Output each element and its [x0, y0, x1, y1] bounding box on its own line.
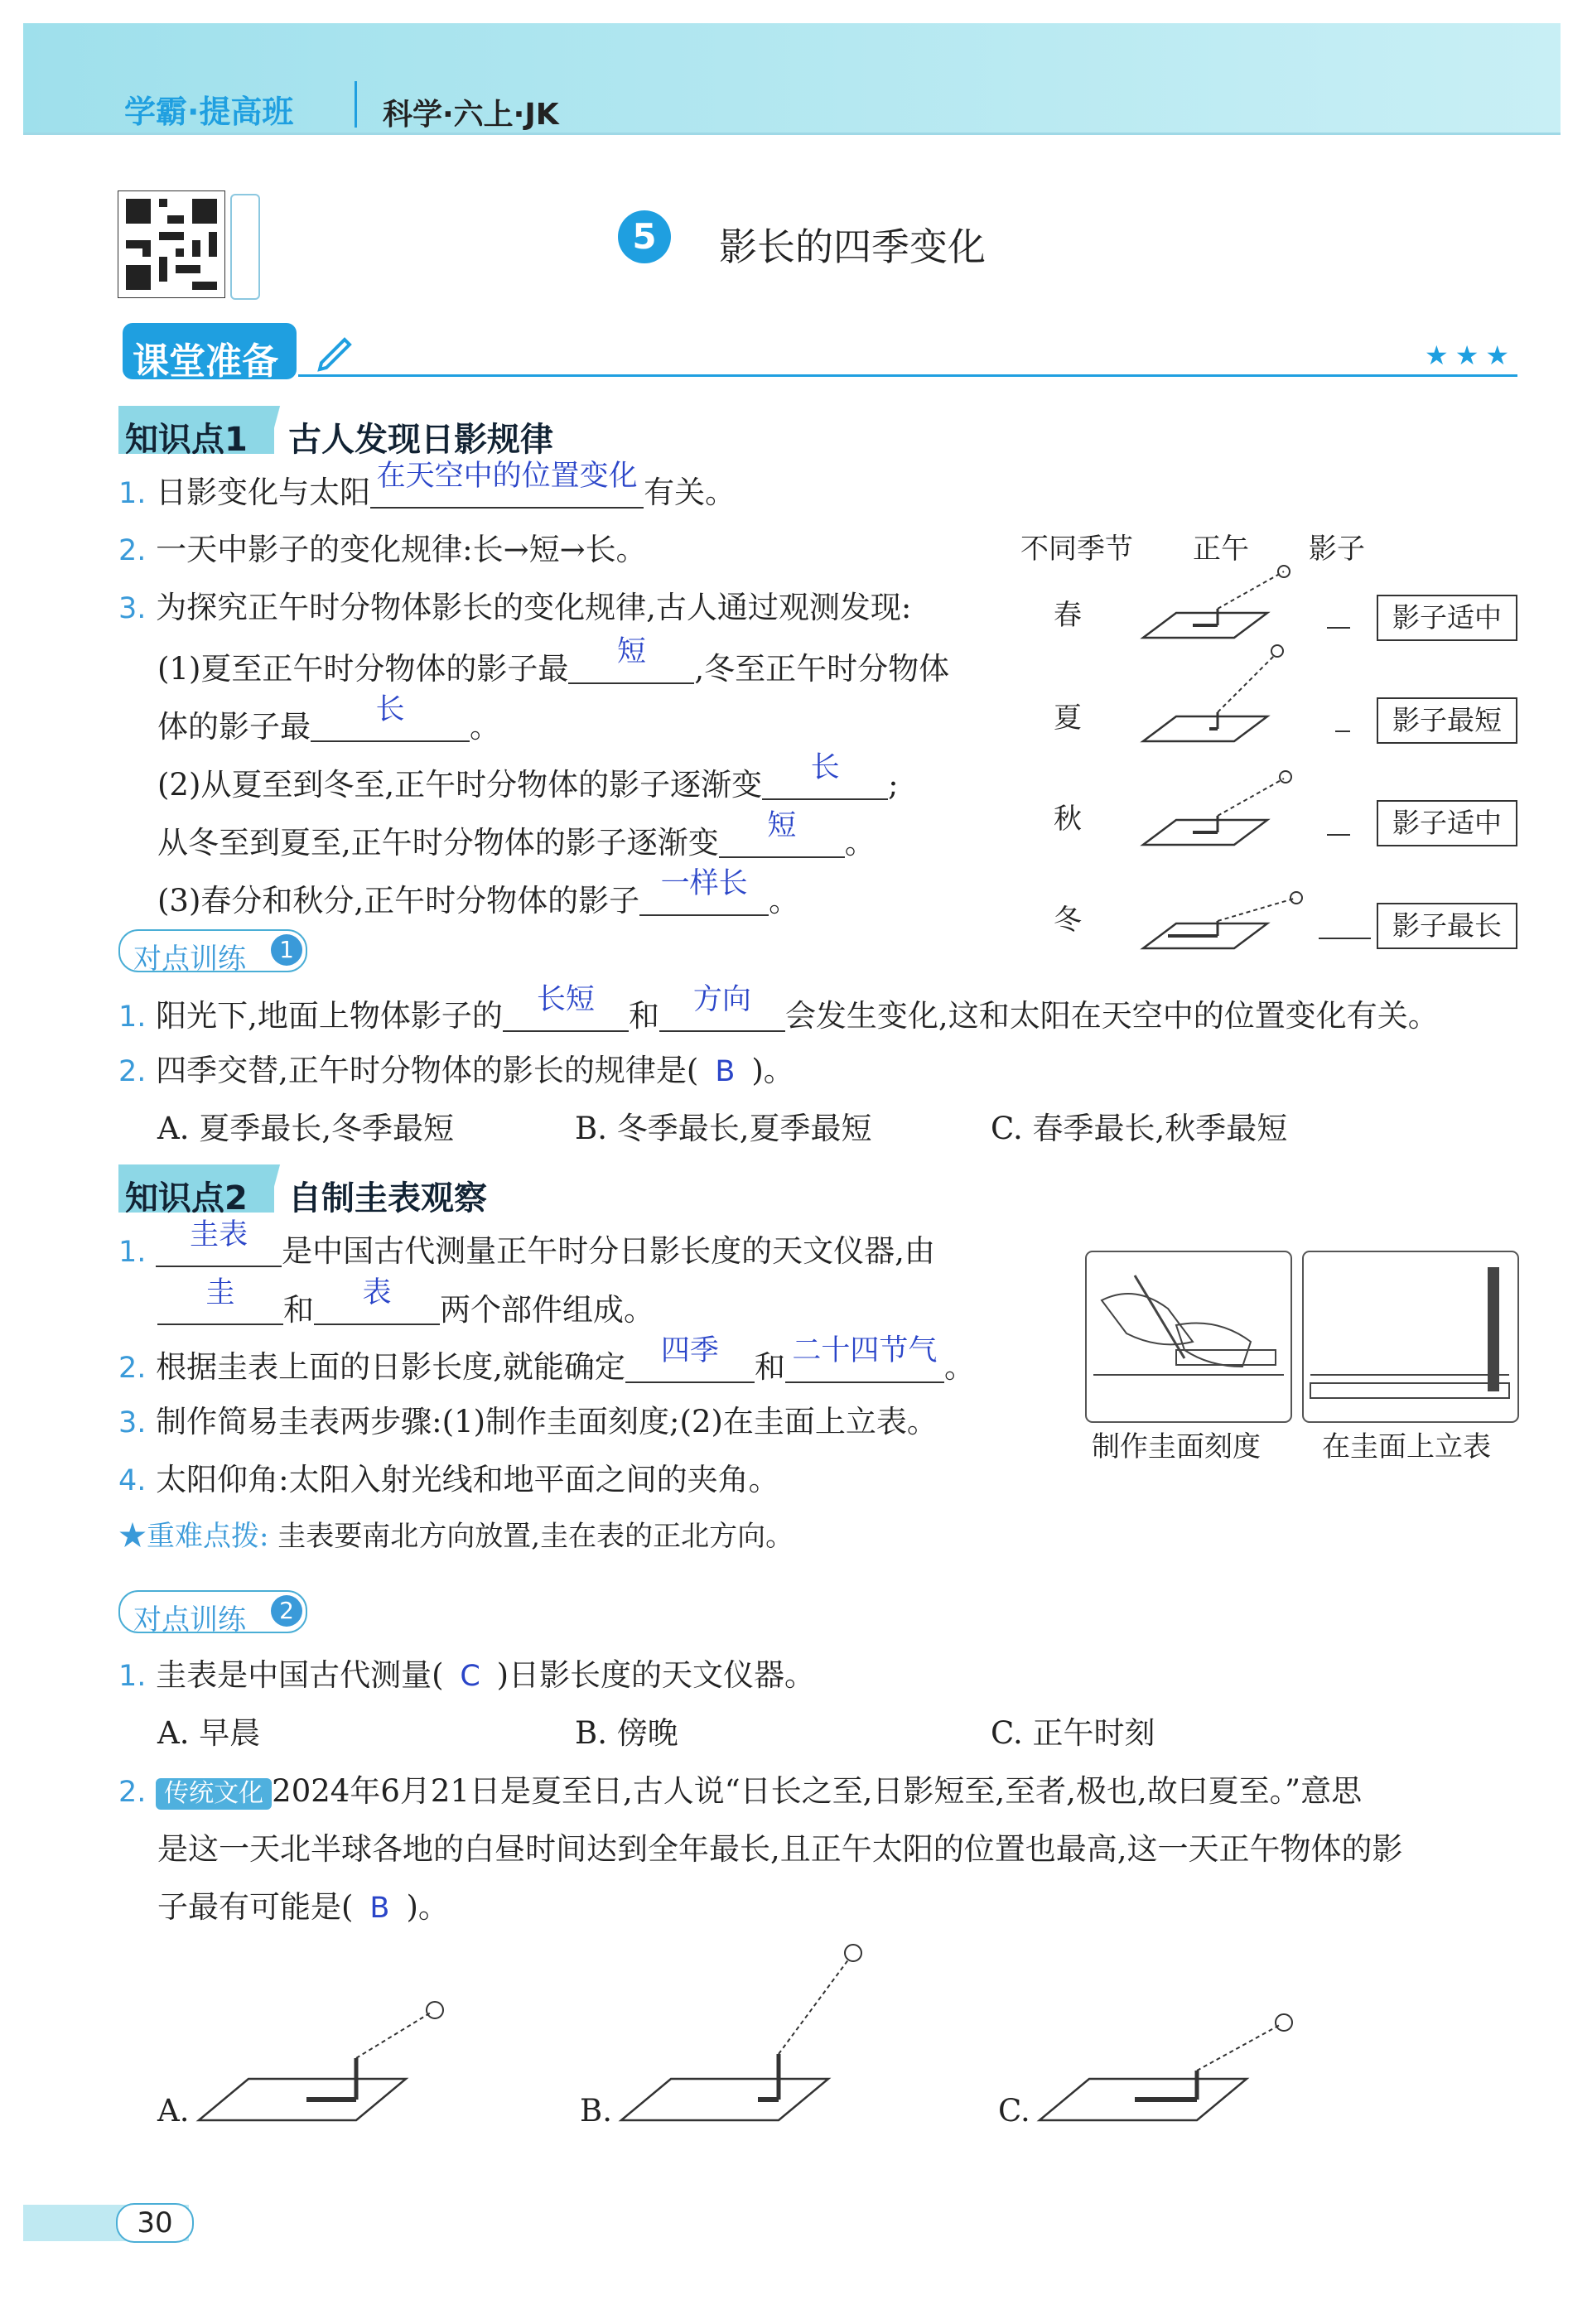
train2-q1-option-c: C. 正午时刻 — [991, 1715, 1155, 1751]
lesson-title: 影长的四季变化 — [719, 224, 986, 269]
train2-q2-line1: 2. 传统文化 2024年6月21日是夏至日,古人说“日长之至,日影短至,至者,极也,故曰夏至。”意思 — [118, 1773, 1363, 1809]
option-b-diagram — [613, 1930, 886, 2137]
season-table-header-1: 不同季节 — [1020, 533, 1133, 566]
kp2-tip: ★重难点拨: 圭表要南北方向放置,圭在表的正北方向。 — [118, 1520, 794, 1553]
season-table-header-3: 影子 — [1309, 533, 1365, 566]
train1-q2-option-a: A. 夏季最长,冬季最短 — [157, 1111, 455, 1146]
header-divider — [355, 81, 357, 128]
option-c-diagram — [1031, 1988, 1305, 2137]
train2-q1-option-a: A. 早晨 — [157, 1715, 261, 1751]
kp2-q2: 2. 根据圭表上面的日影长度,就能确定 四季 和 二十四节气 。 — [118, 1334, 975, 1385]
kp2-q4: 4. 太阳仰角:太阳入射光线和地平面之间的夹角。 — [118, 1462, 779, 1497]
kp1-q3-p1: (1)夏至正午时分物体的影子最 短 ,冬至正午时分物体 — [157, 635, 950, 687]
subject-label: 科学·六上·JK — [383, 98, 559, 132]
qr-code-icon — [118, 190, 225, 298]
make-scale-illustration — [1085, 1251, 1292, 1423]
option-a-label: A. — [157, 2093, 190, 2129]
lesson-number-badge: 5 — [618, 210, 671, 263]
kp1-q1-answer: 在天空中的位置变化 — [376, 460, 638, 493]
season-summer: 夏 — [1054, 702, 1082, 735]
training-1-badge: 对点训练 1 — [118, 929, 307, 972]
section-label: 课堂准备 — [133, 340, 278, 383]
training-2-badge: 对点训练 2 — [118, 1590, 307, 1633]
page-number: 30 — [116, 2203, 194, 2243]
kp1-title: 古人发现日影规律 — [288, 421, 553, 459]
kp1-label: 知识点1 — [125, 421, 248, 459]
kp1-heading — [118, 406, 582, 459]
erect-gnomon-illustration — [1302, 1251, 1519, 1423]
kp2-q1-cont: 圭 和 表 两个部件组成。 — [157, 1290, 654, 1325]
train1-q2-option-b: B. 冬季最长,夏季最短 — [575, 1111, 872, 1146]
erect-gnomon-caption: 在圭面上立表 — [1322, 1430, 1491, 1463]
kp2-title: 自制圭表观察 — [288, 1179, 487, 1217]
shadow-summer: 影子最短 — [1377, 697, 1517, 744]
shadow-winter: 影子最长 — [1377, 903, 1517, 949]
train1-q1: 1. 阳光下,地面上物体影子的 长短 和 方向 会发生变化,这和太阳在天空中的位置变化有关。 — [118, 983, 1439, 1034]
kp2-q1: 1. 圭表 是中国古代测量正午时分日影长度的天文仪器,由 — [118, 1218, 935, 1269]
kp1-q3-p3: (3)春分和秋分,正午时分物体的影子 一样长 。 — [157, 867, 800, 919]
header-underline — [23, 133, 1561, 135]
kp1-q1: 1. 日影变化与太阳 在天空中的位置变化 有关。 — [118, 460, 736, 510]
option-b-label: B. — [580, 2093, 612, 2129]
kp1-q3-p2: (2)从夏至到冬至,正午时分物体的影子逐渐变 长 ; — [157, 751, 899, 803]
season-spring: 春 — [1054, 599, 1082, 632]
kp2-label: 知识点2 — [125, 1179, 248, 1217]
tradition-tag: 传统文化 — [156, 1778, 272, 1810]
qr-side-strip — [230, 194, 260, 300]
option-c-label: C. — [998, 2093, 1030, 2129]
season-autumn: 秋 — [1054, 803, 1082, 836]
section-rule — [298, 374, 1517, 377]
shadow-spring: 影子适中 — [1377, 595, 1517, 641]
season-table-header-2: 正午 — [1193, 533, 1249, 566]
train1-q2: 2. 四季交替,正午时分物体的影长的规律是( B )。 — [118, 1053, 794, 1088]
pencil-icon — [313, 330, 356, 373]
difficulty-stars: ★★★ — [1425, 340, 1517, 371]
kp1-q3-p2-cont: 从冬至到夏至,正午时分物体的影子逐渐变 短 。 — [157, 809, 876, 861]
kp1-q3-p1-cont: 体的影子最 长 。 — [157, 693, 500, 745]
kp2-heading — [118, 1164, 582, 1217]
train2-q2-line3: 子最有可能是( B )。 — [157, 1889, 449, 1925]
make-scale-caption: 制作圭面刻度 — [1092, 1430, 1261, 1463]
season-winter: 冬 — [1054, 904, 1082, 937]
shadow-autumn: 影子适中 — [1377, 800, 1517, 846]
option-a-diagram — [191, 1979, 464, 2137]
brand-logo: 学霸·提高班 — [124, 94, 294, 130]
train1-q2-option-c: C. 春季最长,秋季最短 — [991, 1111, 1288, 1146]
kp1-q3: 3. 为探究正午时分物体影长的变化规律,古人通过观测发现: — [118, 590, 912, 625]
train2-q1: 1. 圭表是中国古代测量( C )日影长度的天文仪器。 — [118, 1657, 816, 1693]
kp1-q2: 2. 一天中影子的变化规律:长→短→长。 — [118, 532, 647, 567]
train2-q2-line2: 是这一天北半球各地的白昼时间达到全年最长,且正午太阳的位置也最高,这一天正午物体的影 — [157, 1831, 1403, 1867]
kp2-q3: 3. 制作简易圭表两步骤:(1)制作圭面刻度;(2)在圭面上立表。 — [118, 1404, 938, 1439]
train2-q1-option-b: B. 傍晚 — [575, 1715, 678, 1751]
season-diagram — [1135, 547, 1383, 961]
